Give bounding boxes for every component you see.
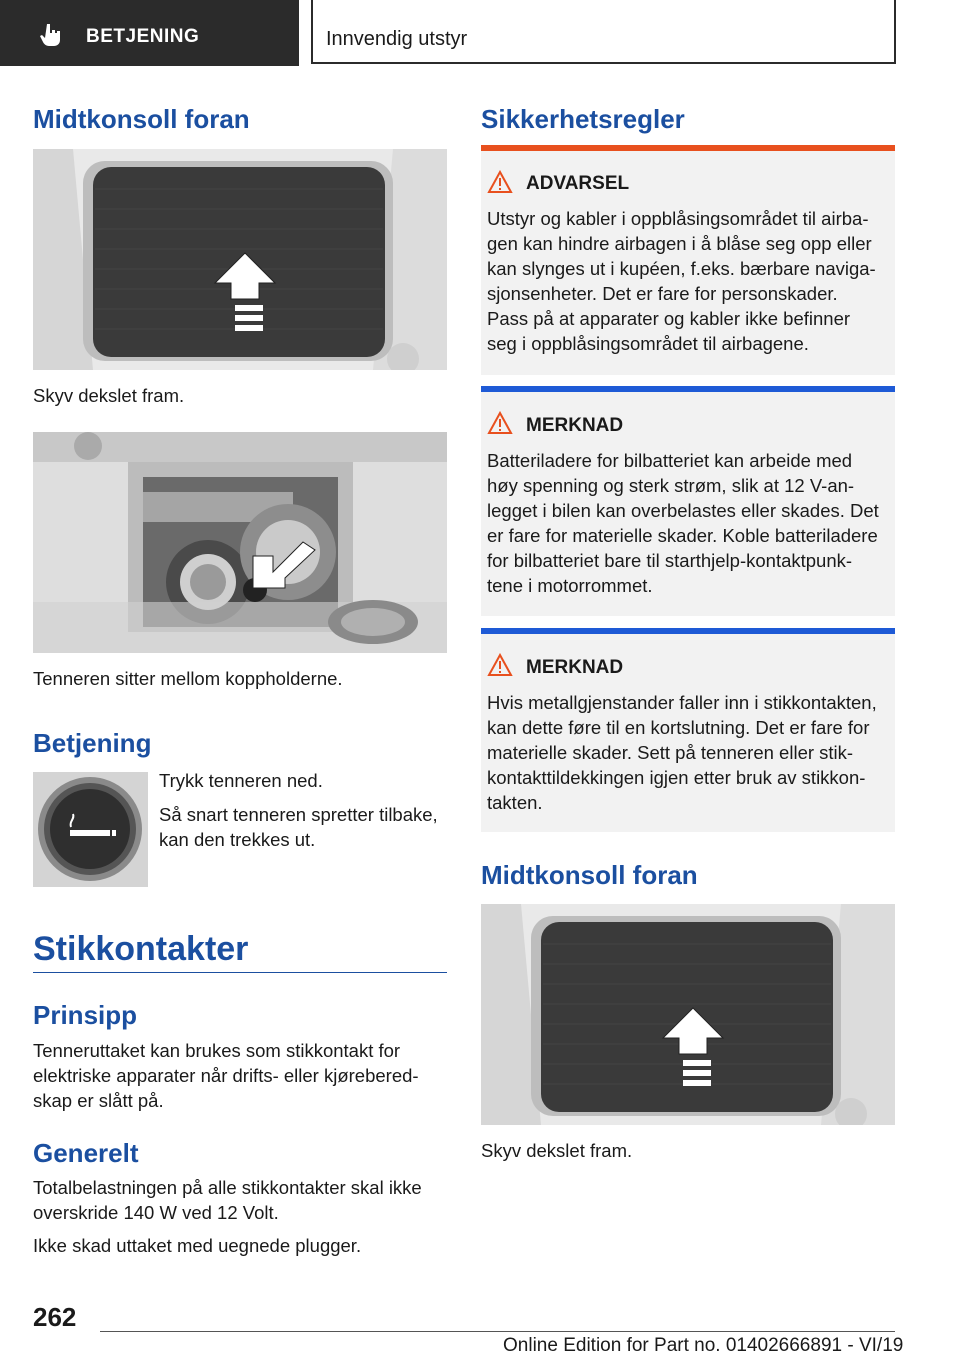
section-rule bbox=[33, 972, 447, 973]
betjening-step1: Trykk tenneren ned. bbox=[159, 770, 323, 791]
warning3-line-5: takten. bbox=[487, 792, 543, 813]
lighter-cupholder-image bbox=[33, 432, 447, 653]
betjening-step2-line2: kan den trekkes ut. bbox=[159, 829, 316, 850]
cigarette-lighter-image bbox=[33, 772, 148, 887]
warning1-line-1: Utstyr og kabler i oppblåsingsområdet til airba- bbox=[487, 208, 869, 229]
warning-title-merknad-1: MERKNAD bbox=[526, 415, 624, 436]
hand-pointer-icon bbox=[38, 22, 64, 48]
heading-prinsipp: Prinsipp bbox=[33, 1000, 138, 1030]
warning-triangle-icon bbox=[487, 170, 513, 194]
footer-rule bbox=[100, 1331, 895, 1332]
warning1-line-4: sjonsenheter. Det er fare for personskader. bbox=[487, 283, 838, 304]
warning3-line-1: Hvis metallgjenstander faller inn i stikkontakten, bbox=[487, 692, 877, 713]
warning-triangle-icon bbox=[487, 411, 513, 435]
warning1-line-3: kan slynges ut i kupéen, f.eks. bærbare naviga- bbox=[487, 258, 876, 279]
footer-edition: Online Edition for Part no. 01402666891 - VI/19 bbox=[503, 1335, 904, 1356]
warning1-line-2: gen kan hindre airbagen i å blåse seg opp eller bbox=[487, 233, 872, 254]
warning2-line-3: legget i bilen kan overbelastes eller skades. Det bbox=[487, 500, 879, 521]
warning2-line-5: for bilbatteriet bare til starthjelp-kontaktpunk- bbox=[487, 550, 853, 571]
warning2-line-2: høy spenning og sterk strøm, slik at 12 V-an- bbox=[487, 475, 855, 496]
prinsipp-line-1: Tenneruttaket kan brukes som stikkontakt for bbox=[33, 1040, 401, 1061]
heading-midtkonsoll-left: Midtkonsoll foran bbox=[33, 104, 250, 134]
prinsipp-line-3: skap er slått på. bbox=[33, 1090, 164, 1111]
betjening-step2-line1: Så snart tenneren spretter tilbake, bbox=[159, 804, 438, 825]
heading-generelt: Generelt bbox=[33, 1138, 139, 1168]
generelt-line-2: overskride 140 W ved 12 Volt. bbox=[33, 1202, 279, 1223]
prinsipp-line-2: elektriske apparater når drifts- eller kjørebered- bbox=[33, 1065, 419, 1086]
caption-lighter-location: Tenneren sitter mellom koppholderne. bbox=[33, 668, 343, 689]
warning2-line-1: Batteriladere for bilbatteriet kan arbeide med bbox=[487, 450, 853, 471]
warning-triangle-icon bbox=[487, 653, 513, 677]
warning3-line-2: kan dette føre til en kortslutning. Det er fare for bbox=[487, 717, 870, 738]
caption-push-cover-2: Skyv dekslet fram. bbox=[481, 1140, 633, 1161]
console-cover-image-2 bbox=[481, 904, 895, 1125]
heading-stikkontakter: Stikkontakter bbox=[33, 930, 249, 968]
warning1-line-6: seg i oppblåsingsområdet til airbagene. bbox=[487, 333, 809, 354]
heading-sikkerhetsregler: Sikkerhetsregler bbox=[481, 104, 685, 134]
heading-midtkonsoll-right: Midtkonsoll foran bbox=[481, 860, 698, 890]
warning3-line-4: kontakttildekkingen igjen etter bruk av stikkon- bbox=[487, 767, 866, 788]
warning2-line-4: er fare for materielle skader. Koble batteriladere bbox=[487, 525, 878, 546]
generelt-line-3: Ikke skad uttaket med uegnede plugger. bbox=[33, 1235, 362, 1256]
page-number: 262 bbox=[33, 1302, 77, 1332]
warning2-line-6: tene i motorrommet. bbox=[487, 575, 653, 596]
caption-push-cover: Skyv dekslet fram. bbox=[33, 385, 185, 406]
header-title: Innvendig utstyr bbox=[326, 28, 468, 50]
console-cover-image bbox=[33, 149, 447, 370]
generelt-line-1: Totalbelastningen på alle stikkontakter skal ikke bbox=[33, 1177, 422, 1198]
heading-betjening: Betjening bbox=[33, 728, 152, 758]
warning-title-advarsel: ADVARSEL bbox=[526, 173, 630, 194]
warning3-line-3: materielle skader. Sett på tenneren eller stik- bbox=[487, 742, 854, 763]
header-section-label: BETJENING bbox=[86, 26, 200, 47]
warning1-line-5: Pass på at apparater og kabler ikke befinner bbox=[487, 308, 851, 329]
warning-title-merknad-2: MERKNAD bbox=[526, 657, 624, 678]
